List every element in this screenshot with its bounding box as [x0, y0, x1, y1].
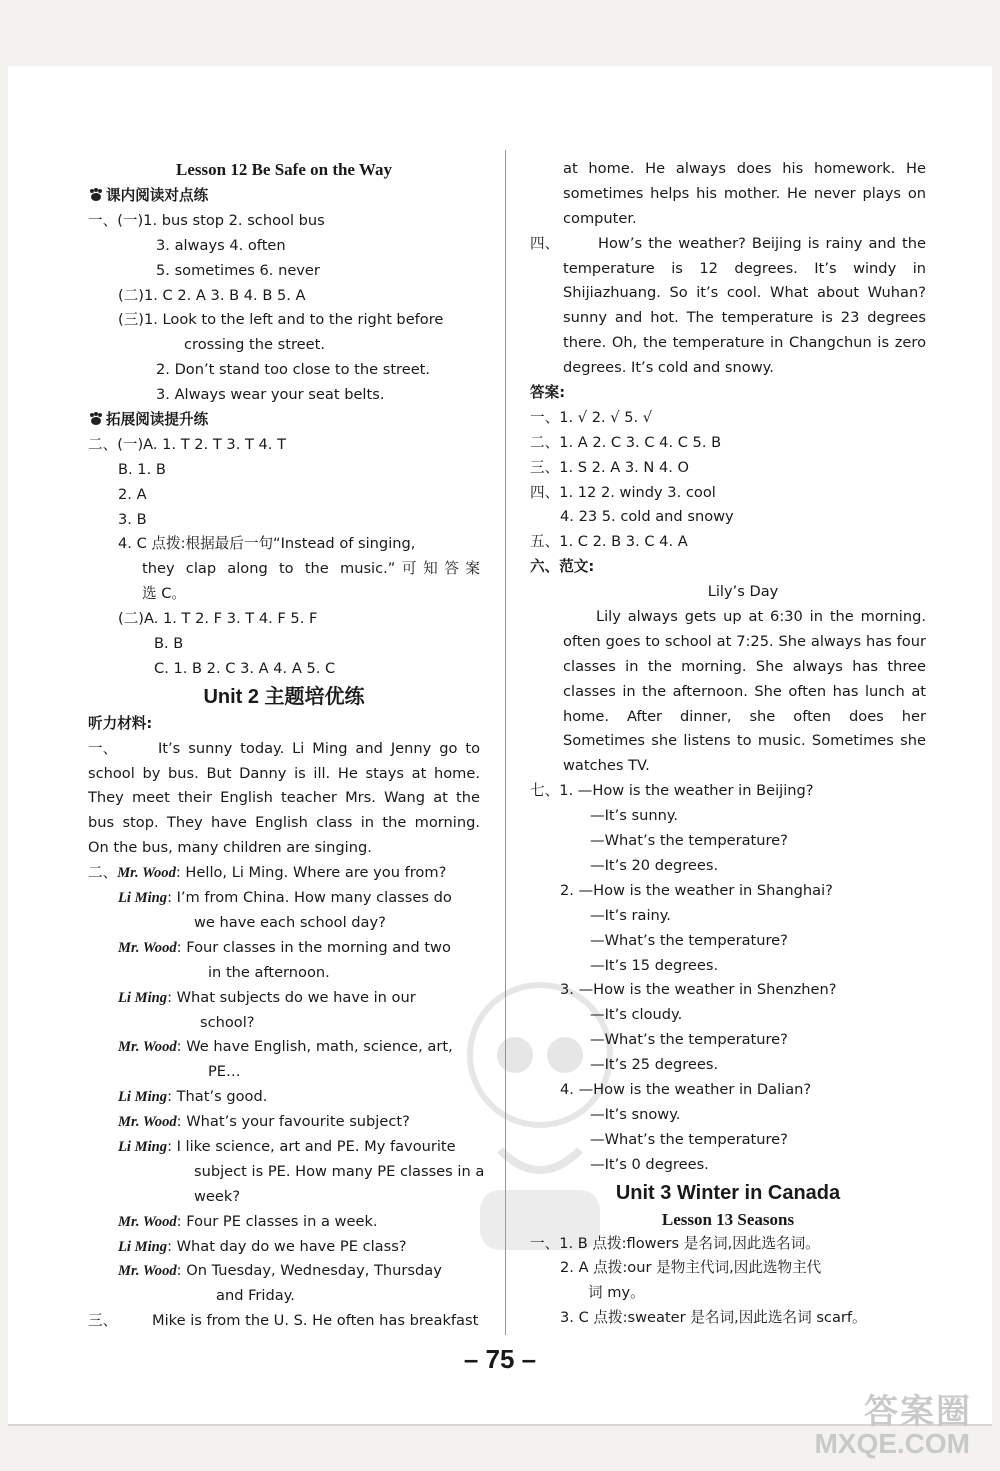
- sec7-q2-a: 2. —How is the weather in Shanghai?: [560, 881, 833, 899]
- answer-row-1: 一、1. √ 2. √ 5. √: [530, 408, 653, 426]
- sec7-q4-d: —It’s 0 degrees.: [590, 1155, 709, 1173]
- q1-part3-row-3: 3. Always wear your seat belts.: [156, 386, 385, 404]
- dialog-row-11: Mr. Wood: On Tuesday, Wednesday, Thursday: [118, 1262, 442, 1280]
- essay-line-5: home. After dinner, she often does her: [563, 707, 926, 725]
- sec7-q1-c: —What’s the temperature?: [590, 832, 788, 850]
- listen1-row: 一、 It’s sunny today. Li Ming and Jenny go to: [88, 739, 480, 757]
- q2-row-b3: 3. B: [118, 510, 147, 528]
- dialog-row-3b: in the afternoon.: [208, 963, 330, 981]
- unit3-title: Unit 3 Winter in Canada: [615, 1181, 841, 1204]
- dialog-row-8: Li Ming: I like science, art and PE. My favourite: [118, 1137, 456, 1155]
- left-column: [88, 156, 485, 1334]
- dialog-row-6: Li Ming: That’s good.: [118, 1088, 268, 1106]
- essay-line-6: Sometimes she listens to music. Sometimes she: [563, 732, 926, 750]
- sec7-q3-d: —It’s 25 degrees.: [590, 1056, 719, 1074]
- right-column: [530, 157, 926, 1331]
- listen3-cont-2: sometimes helps his mother. He never plays on: [563, 184, 926, 202]
- dialog-row-1: 二、Mr. Wood: Hello, Li Ming. Where are you from?: [88, 864, 447, 882]
- listen1-row-d: bus stop. They have English class in the morning.: [88, 814, 480, 832]
- q1-part1-row-c: 5. sometimes 6. never: [156, 261, 320, 279]
- answer-row-6: 六、范文:: [530, 558, 595, 576]
- listen4-row-5: temperature is 12 degrees. It’s windy in: [563, 259, 926, 277]
- essay-line-7: watches TV.: [563, 757, 650, 775]
- dialog-row-7: Mr. Wood: What’s your favourite subject?: [118, 1113, 410, 1131]
- answer-row-5: 五、1. C 2. B 3. C 4. A: [530, 533, 688, 551]
- dialog-row-4b: school?: [200, 1013, 255, 1031]
- dialog-row-8c: week?: [194, 1187, 241, 1205]
- page-edge: [8, 1424, 992, 1426]
- q2-part2-row-c: C. 1. B 2. C 3. A 4. A 5. C: [154, 659, 336, 677]
- unit3-q2-cont: 词 my。: [588, 1284, 645, 1302]
- q2-row-b4-cont: they clap along to the music.”可知答案: [142, 560, 480, 578]
- sec7-q1-a: 七、1. —How is the weather in Beijing?: [530, 782, 814, 800]
- q1-part1-row-b: 3. always 4. often: [156, 236, 286, 254]
- q1-part3-row-b: crossing the street.: [184, 336, 325, 354]
- sec7-q3-b: —It’s cloudy.: [590, 1006, 683, 1024]
- unit3-q2: 2. A 点拨:our 是物主代词,因此选物主代: [560, 1259, 822, 1277]
- unit3-q3: 3. C 点拨:sweater 是名词,因此选名词 scarf。: [560, 1309, 867, 1327]
- unit2-title: Unit 2 主题培优练: [203, 685, 365, 708]
- listen4-row-9: degrees. It’s cold and snowy.: [563, 359, 774, 377]
- essay-line-3: classes in the morning. She always has three: [563, 657, 926, 675]
- dialog-row-10: Li Ming: What day do we have PE class?: [118, 1237, 407, 1255]
- unit3-q1: 一、1. B 点拨:flowers 是名词,因此选名词。: [530, 1234, 820, 1252]
- dialog-row-2b: we have each school day?: [194, 913, 386, 931]
- q1-part1-row: 一、(一)1. bus stop 2. school bus: [88, 211, 325, 229]
- corner-url-watermark: MXQE.COM: [814, 1428, 970, 1459]
- essay-line-2: often goes to school at 7:25. She always has four: [563, 632, 926, 650]
- sec7-q2-c: —What’s the temperature?: [590, 931, 788, 949]
- answers-label: 答案:: [530, 384, 566, 402]
- q2-row-b1: B. 1. B: [118, 460, 166, 478]
- lesson13-title: Lesson 13 Seasons: [661, 1209, 795, 1229]
- answer-row-3: 三、1. S 2. A 3. N 4. O: [530, 458, 690, 476]
- lesson12-title: Lesson 12 Be Safe on the Way: [176, 160, 392, 179]
- dialog-row-8b: subject is PE. How many PE classes in a: [194, 1162, 485, 1180]
- sec7-q3-a: 3. —How is the weather in Shenzhen?: [560, 981, 837, 999]
- listen4-row: 四、 How’s the weather? Beijing is rainy and the: [530, 234, 926, 252]
- listen1-row-e: On the bus, many children are singing.: [88, 839, 372, 857]
- sec7-q4-c: —What’s the temperature?: [590, 1130, 788, 1148]
- dialog-row-4: Li Ming: What subjects do we have in our: [118, 988, 416, 1006]
- listen4-row-6: Shijiazhuang. So it’s cool. What about Wuhan?: [563, 284, 926, 302]
- sec7-q1-d: —It’s 20 degrees.: [590, 856, 719, 874]
- section-in-class: 课内阅读对点练: [88, 184, 480, 209]
- sec7-q2-d: —It’s 15 degrees.: [590, 956, 719, 974]
- sec7-q3-c: —What’s the temperature?: [590, 1031, 788, 1049]
- sec7-q4-b: —It’s snowy.: [590, 1105, 681, 1123]
- q1-part2-row: (二)1. C 2. A 3. B 4. B 5. A: [118, 286, 306, 304]
- listening-label: 听力材料:: [88, 714, 153, 732]
- listen3-cont-3: computer.: [563, 209, 637, 227]
- q2-row-b4: 4. C 点拨:根据最后一句“Instead of singing,: [118, 535, 416, 553]
- answer-row-4: 四、1. 12 2. windy 3. cool: [530, 483, 716, 501]
- listen1-row-c: They meet their English teacher Mrs. Wang at the: [88, 789, 480, 807]
- listen3-row: 三、 Mike is from the U. S. He often has breakfast: [88, 1312, 479, 1330]
- q2-part2-row-b: B. B: [154, 635, 184, 653]
- essay-line-4: classes in the afternoon. She often has lunch at: [563, 682, 926, 700]
- dialog-row-9: Mr. Wood: Four PE classes in a week.: [118, 1212, 378, 1230]
- paw-icon: [88, 412, 104, 426]
- listen1-row-b: school by bus. But Danny is ill. He stays at home.: [88, 764, 480, 782]
- answer-row-4b: 4. 23 5. cold and snowy: [560, 508, 734, 526]
- q2-row-b4-cont2: 选 C。: [142, 585, 187, 603]
- listen3-cont-1: at home. He always does his homework. He: [563, 160, 926, 177]
- dialog-row-5: Mr. Wood: We have English, math, science, art,: [118, 1038, 453, 1056]
- q2-row-b2: 2. A: [118, 485, 147, 503]
- listen4-row-8: there. Oh, the temperature in Changchun is zero: [563, 334, 926, 352]
- listen4-row-7: sunny and hot. The temperature is 23 degrees: [563, 309, 926, 327]
- dialog-row-11b: and Friday.: [216, 1287, 295, 1305]
- q1-part3-row-2: 2. Don’t stand too close to the street.: [156, 361, 431, 379]
- q2-part2-row-a: (二)A. 1. T 2. F 3. T 4. F 5. F: [118, 610, 318, 628]
- corner-logo-watermark: 答案圈: [864, 1392, 972, 1432]
- dialog-row-2: Li Ming: I’m from China. How many classes do: [118, 889, 452, 907]
- q2-row-a: 二、(一)A. 1. T 2. T 3. T 4. T: [88, 435, 286, 453]
- section-extend: 拓展阅读提升练: [88, 408, 480, 433]
- q1-part3-row: (三)1. Look to the left and to the right before: [118, 311, 444, 329]
- sec7-q1-b: —It’s sunny.: [590, 807, 679, 825]
- answer-row-2: 二、1. A 2. C 3. C 4. C 5. B: [530, 433, 722, 451]
- page-number: – 75 –: [463, 1344, 537, 1374]
- paw-icon: [88, 188, 104, 202]
- sec7-q2-b: —It’s rainy.: [590, 906, 671, 924]
- sec7-q4-a: 4. —How is the weather in Dalian?: [560, 1080, 812, 1098]
- essay-title: Lily’s Day: [707, 583, 779, 601]
- dialog-row-5b: PE…: [208, 1063, 241, 1081]
- essay-line-1: Lily always gets up at 6:30 in the morning.: [596, 608, 926, 626]
- dialog-row-3: Mr. Wood: Four classes in the morning and two: [118, 938, 451, 956]
